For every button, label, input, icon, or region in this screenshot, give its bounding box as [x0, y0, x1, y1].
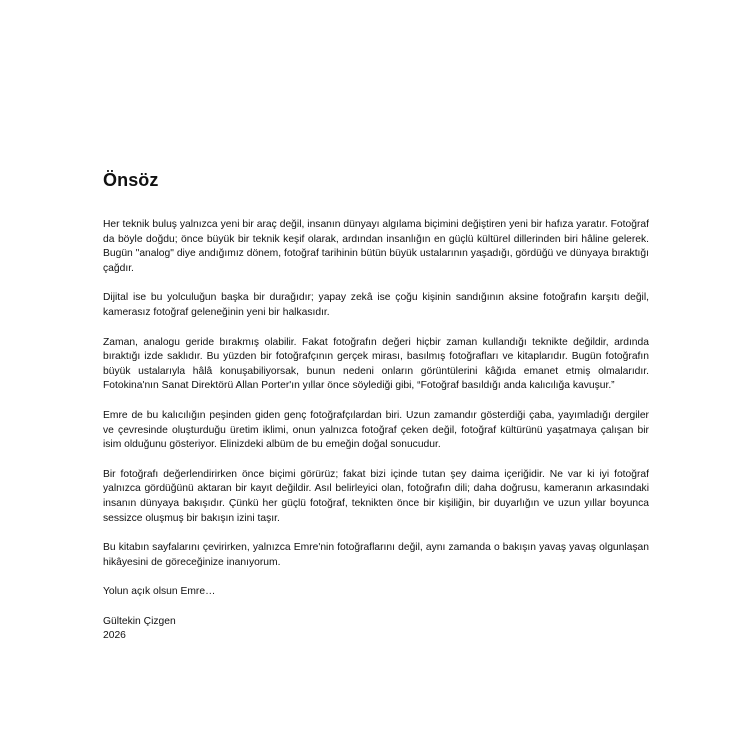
paragraph-5: Bir fotoğrafı değerlendirirken önce biçimi görürüz; fakat bizi içinde tutan şey daima içeriğidir. Ne var ki iyi fotoğraf yalnızca gördüğünü aktaran bir kayıt değildir. Asıl belirleyici olan, fotoğrafın dili; daha doğrusu, kameranın arkasındaki insanın dünyaya bakışıdır. Çünkü her güçlü fotoğraf, teknikten önce bir kişiliğin, bir duyarlığın ve uzun yıllar boyunca sessizce oluşmuş bir bakışın izini taşır.: [103, 468, 649, 524]
signature-block: [103, 615, 649, 644]
paragraph-2: Dijital ise bu yolculuğun başka bir durağıdır; yapay zekâ ise çoğu kişinin sandığının aksine fotoğrafın karşıtı değil, kamerasız fotoğraf geleneğinin yeni bir halkasıdır.: [103, 292, 649, 318]
closing-line: Yolun açık olsun Emre…: [103, 586, 216, 598]
paragraph-6: Bu kitabın sayfalarını çevirirken, yalnızca Emre'nin fotoğraflarını değil, aynı zamanda o bakışın yavaş yavaş olgunlaşan hikâyesini de göreceğinize inanıyorum.: [103, 542, 649, 568]
document-page: [103, 170, 649, 644]
signature-year: 2026: [103, 630, 126, 642]
paragraph-1: Her teknik buluş yalnızca yeni bir araç değil, insanın dünyayı algılama biçimini değiştiren yeni bir hafıza yaratır. Fotoğraf da böyle doğdu; önce büyük bir teknik keşif olarak, ardından insanlığın en güçlü kültürel dillerinden biri hâline gelerek. Bugün "analog" diye andığımız dönem, fotoğraf tarihinin bütün büyük ustalarının yaşadığı, gördüğü ve dünyaya bıraktığı çağdır.: [103, 219, 649, 274]
page-title: Önsöz: [103, 170, 159, 190]
author-name: Gültekin Çizgen: [103, 615, 176, 627]
paragraph-3: Zaman, analogu geride bırakmış olabilir. Fakat fotoğrafın değeri hiçbir zaman kullandığı teknikte değildir, ardında bıraktığı izde saklıdır. Bu yüzden bir fotoğrafçının gerçek mirası, basılmış fotoğrafları ve kitaplarıdır. Bugün fotoğrafın büyük ustalarıyla hâlâ konuşabiliyorsak, bunun nedeni onların görüntülerini kâğıda emanet etmiş olmalarıdır. Fotokina'nın Sanat Direktörü Allan Porter'ın yıllar önce söylediği gibi, “Fotoğraf basıldığı anda kalıcılığa kavuşur.”: [103, 336, 649, 392]
foreword-body: [103, 218, 649, 644]
paragraph-4: Emre de bu kalıcılığın peşinden giden genç fotoğrafçılardan biri. Uzun zamandır gösterdiği çaba, yayımladığı dergiler ve çevresinde oluşturduğu üretim iklimi, onun yalnızca fotoğraf çeken değil, fotoğraf kültürünü yaşatmaya çalışan bir isim olduğunu gösteriyor. Elinizdeki albüm de bu emeğin doğal sonucudur.: [103, 409, 649, 451]
